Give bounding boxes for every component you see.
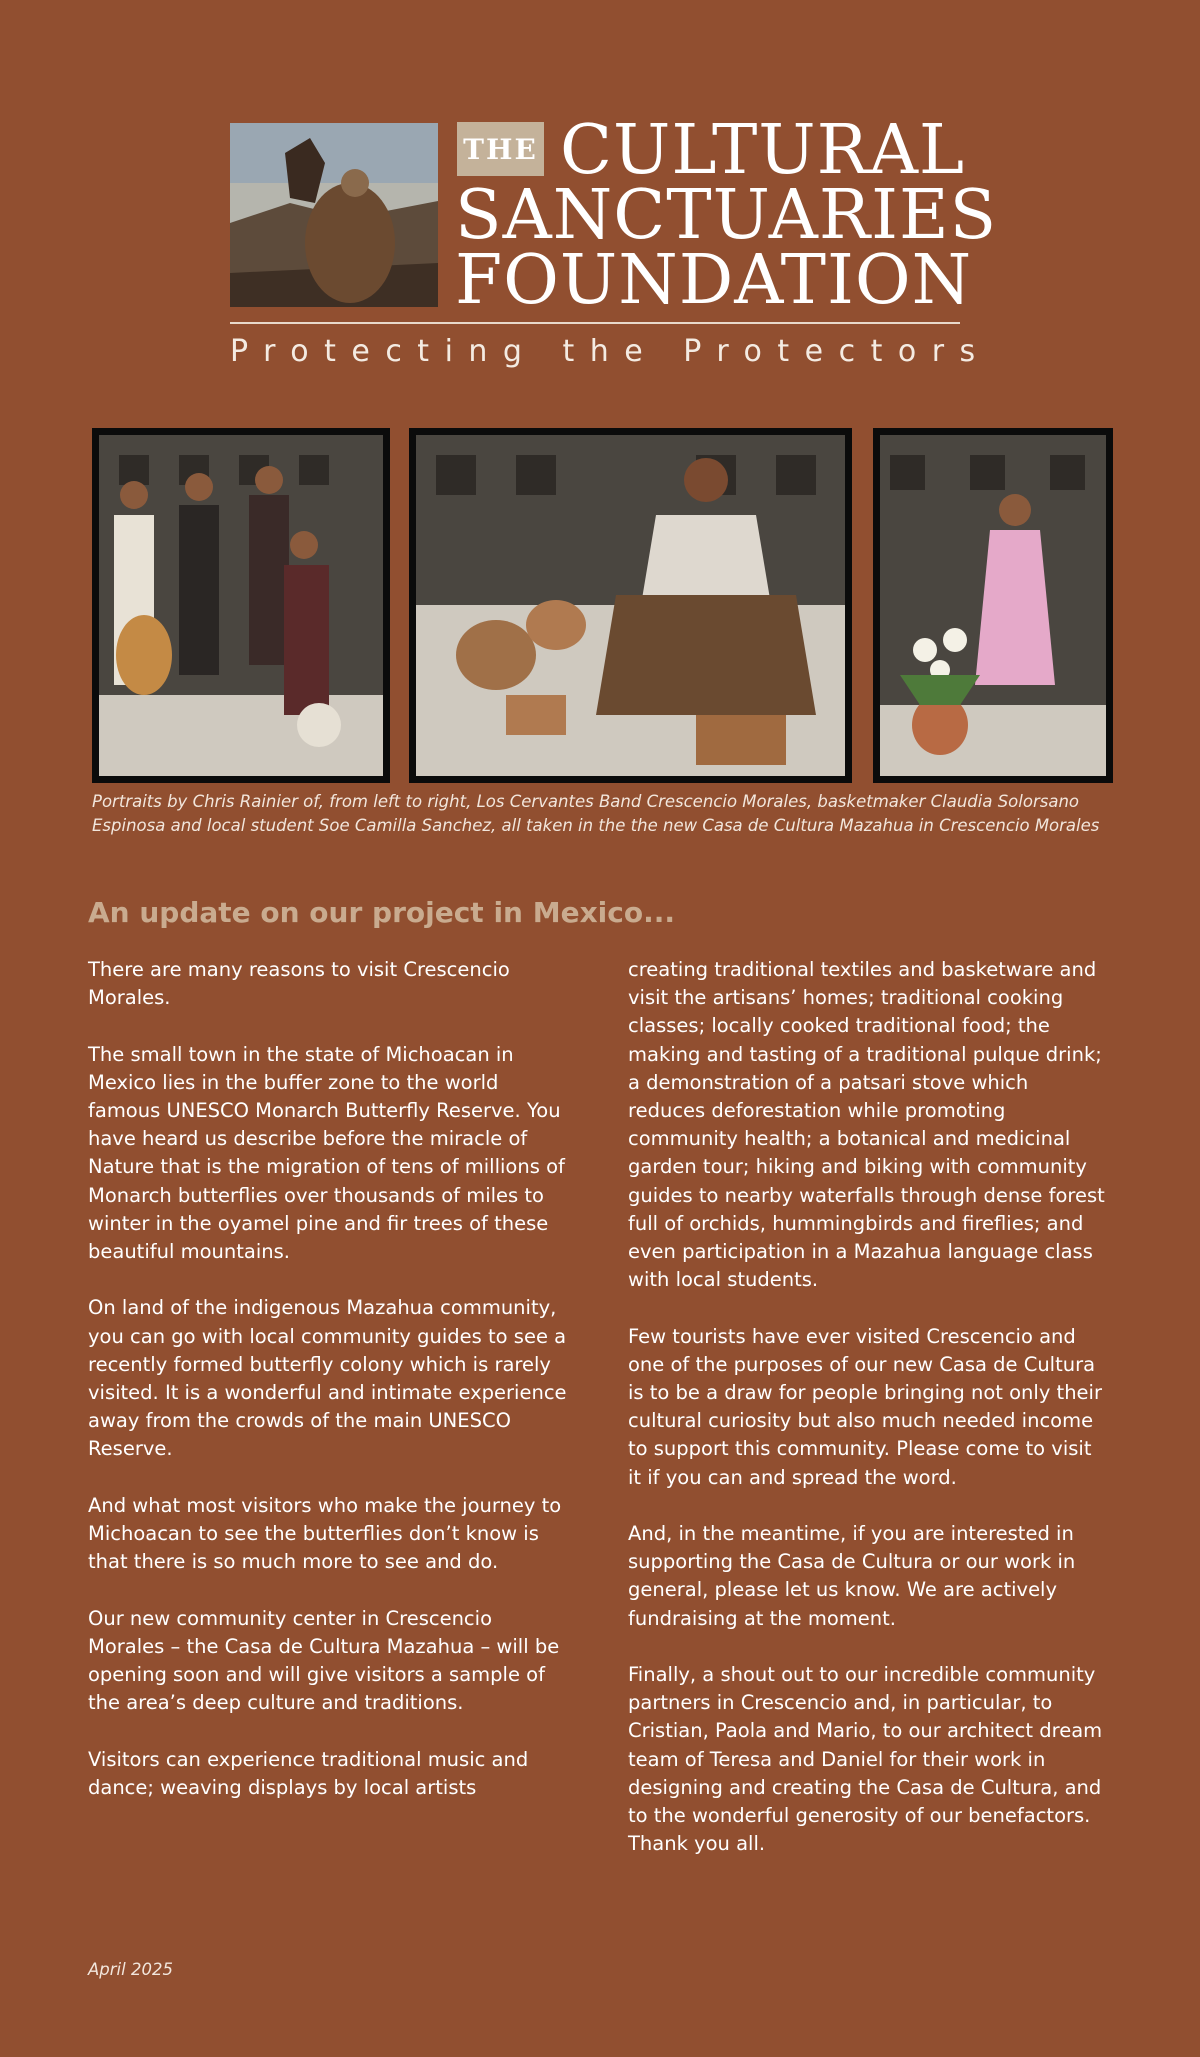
paragraph: Finally, a shout out to our incredible community partners in Crescencio and, in particular, to Cristian, Paola and Mario, to our architect dream team of Teresa and Daniel for their work in designing and creating the Casa de Cultura, and to the wonderful generosity of our benefactors. Thank you all. — [628, 1663, 1103, 1856]
paragraph: On land of the indigenous Mazahua community, you can go with local community guides to see a recently formed butterfly colony which is rarely visited. It is a wonderful and intimate experience away from the crowds of the main UNESCO Reserve. — [88, 1296, 567, 1461]
photo-basketmaker — [409, 428, 852, 783]
photo-local-student — [873, 428, 1113, 783]
logo-the-label: THE — [457, 122, 544, 176]
logo-title-line-1: CULTURAL — [560, 111, 966, 190]
logo-eagle-hunter-photo — [230, 123, 438, 307]
header-divider — [230, 322, 960, 324]
paragraph: And, in the meantime, if you are interested in supporting the Casa de Cultura or our work in general, please let us know. We are actively fundraising at the moment. — [628, 1522, 1076, 1630]
paragraph: Visitors can experience traditional music and dance; weaving displays by local artists — [88, 1747, 529, 1799]
paragraph: Our new community center in Crescencio Morales – the Casa de Cultura Mazahua – will be opening soon and will give visitors a sample of the area’s deep culture and traditions. — [88, 1606, 560, 1715]
tagline: Protecting the Protectors — [230, 334, 991, 369]
photo-los-cervantes-band — [92, 428, 390, 783]
publication-date: April 2025 — [88, 1960, 173, 1979]
photo-caption: Portraits by Chris Rainier of, from left to right, Los Cervantes Band Crescencio Morales, basketmaker Claudia Solorsano Espinosa and local student Soe Camilla Sanchez, all taken in the the new Casa de Cultura Mazahua in Crescencio Morales — [92, 792, 1100, 835]
logo-title-line-3: FOUNDATION — [455, 241, 973, 320]
paragraph: There are many reasons to visit Crescencio Morales. — [88, 958, 510, 1010]
left-column — [88, 956, 568, 1830]
paragraph: And what most visitors who make the journey to Michoacan to see the butterflies don’t know is that there is so much more to see and do. — [88, 1493, 562, 1574]
section-title: An update on our project in Mexico... — [88, 896, 675, 929]
paragraph: The small town in the state of Michoacan in Mexico lies in the buffer zone to the world famous UNESCO Monarch Butterfly Reserve. You have heard us describe before the miracle of Nature that is the migration of tens of millions of Monarch butterflies over thousands of miles to winter in the oyamel pine and fir trees of these beautiful mountains. — [88, 1042, 565, 1264]
logo-title-line-2: SANCTUARIES — [455, 176, 998, 255]
paragraph: creating traditional textiles and basketware and visit the artisans’ homes; traditional cooking classes; locally cooked traditional food; the making and tasting of a traditional pulque drink; a demonstration of a patsari stove which reduces deforestation while promoting community health; a botanical and medicinal garden tour; hiking and biking with community guides to nearby waterfalls through dense forest full of orchids, hummingbirds and fireflies; and even participation in a Mazahua language class with local students. — [628, 958, 1105, 1292]
paragraph: Few tourists have ever visited Crescencio and one of the purposes of our new Casa de Cultura is to be a draw for people bringing not only their cultural curiosity but also much needed income to support this community. Please come to visit it if you can and spread the word. — [628, 1324, 1102, 1489]
right-column — [628, 956, 1108, 1887]
